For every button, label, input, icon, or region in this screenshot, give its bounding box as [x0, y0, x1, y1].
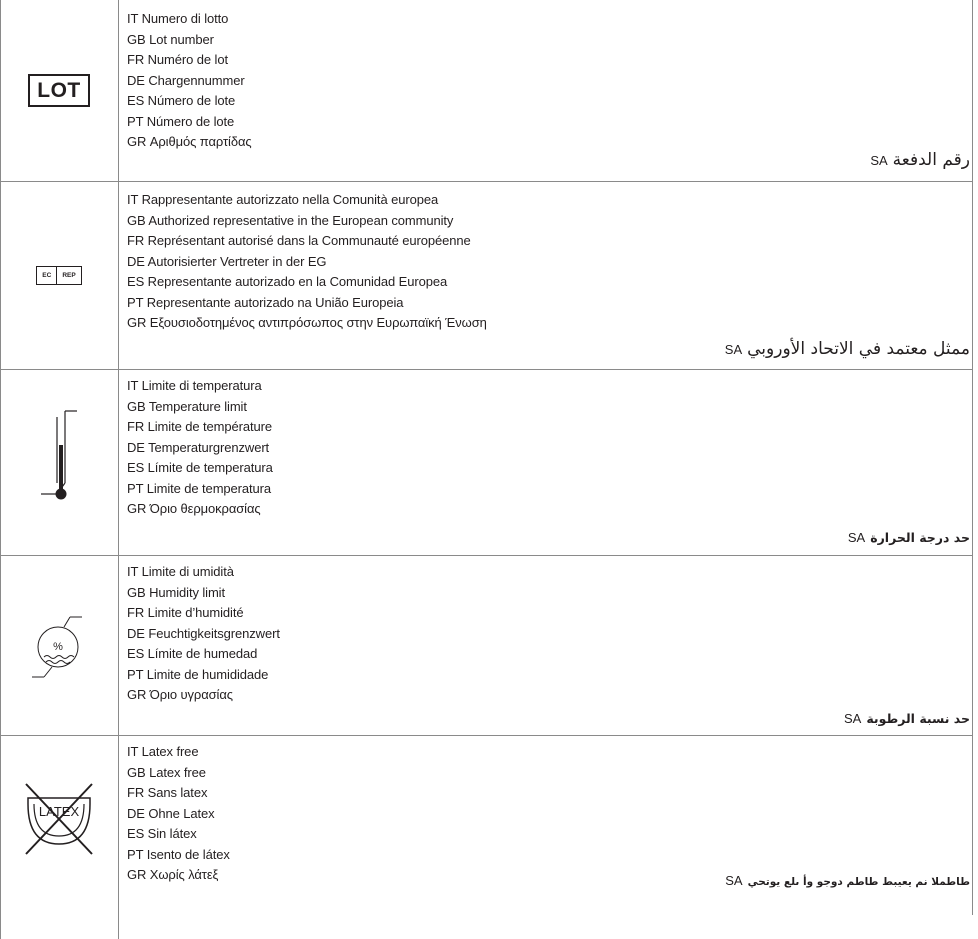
translation-line: IT Limite di umidità: [127, 564, 234, 579]
language-code: SA: [725, 873, 743, 888]
row-divider: [0, 181, 973, 182]
row-divider: [0, 369, 973, 370]
translation-line: DE Feuchtigkeitsgrenzwert: [127, 625, 280, 641]
translation-line: DE Temperaturgrenzwert: [127, 439, 270, 455]
arabic-translation: [848, 530, 970, 545]
rep-label: REP: [56, 267, 80, 284]
temperature-limit-icon: [29, 397, 89, 527]
translation-line: GR Εξουσιοδοτημένος αντιπρόσωπος στην Ευρωπαϊκή Ένωση: [127, 315, 487, 330]
language-code: SA: [724, 342, 743, 357]
translation-line: ES Límite de temperatura: [127, 460, 273, 475]
translation-list: [127, 562, 967, 706]
lot-number-symbol: LOT: [28, 74, 90, 107]
translation-line: IT Rappresentante autorizzato nella Comunità europea: [127, 192, 439, 207]
translation-line: GB Lot number: [127, 31, 214, 47]
humidity-limit-icon: [24, 605, 94, 685]
arabic-text: حد نسبة الرطوبة: [866, 711, 970, 726]
arabic-text: حد درجة الحرارة: [870, 530, 970, 545]
symbol-cell: [0, 369, 118, 555]
arabic-translation: [725, 339, 970, 359]
symbol-cell: [0, 181, 118, 369]
latex-label: LATEX: [38, 804, 80, 819]
latex-free-icon: [14, 770, 104, 860]
row-divider: [0, 555, 973, 556]
translation-line: FR Limite d’humidité: [127, 605, 244, 620]
symbol-cell: [0, 735, 118, 895]
symbol-cell: [0, 0, 118, 181]
translation-line: PT Representante autorizado na União Europeia: [127, 294, 404, 310]
symbol-cell: [0, 555, 118, 735]
translation-line: PT Limite de humididade: [127, 666, 269, 682]
translation-line: GB Latex free: [127, 764, 206, 780]
translation-line: ES Límite de humedad: [127, 646, 258, 661]
arabic-translation: [725, 873, 970, 888]
translation-line: GB Humidity limit: [127, 584, 225, 600]
arabic-text: طاطملا نم يعيبط طاطم دوجو وأ ىلع يوتحي: [747, 876, 970, 888]
translation-line: GB Temperature limit: [127, 398, 247, 414]
translation-line: GR Αριθμός παρτίδας: [127, 134, 252, 149]
translation-line: ES Número de lote: [127, 93, 236, 108]
translation-line: IT Limite di temperatura: [127, 378, 262, 393]
translation-list: [127, 190, 967, 334]
translation-line: FR Sans latex: [127, 785, 208, 800]
translation-list: [127, 9, 967, 153]
ec-label: EC: [42, 271, 52, 279]
arabic-text: ممثل معتمد في الاتحاد الأوروبي: [747, 339, 970, 359]
ec-rep-symbol: [36, 266, 81, 285]
translation-line: GB Authorized representative in the European community: [127, 212, 454, 228]
translation-line: GR Όριο θερμοκρασίας: [127, 501, 261, 516]
translation-line: PT Limite de temperatura: [127, 480, 272, 496]
language-code: SA: [847, 530, 866, 545]
translation-line: FR Numéro de lot: [127, 52, 228, 67]
translation-line: PT Número de lote: [127, 113, 235, 129]
translation-line: DE Chargennummer: [127, 72, 245, 88]
language-code: SA: [843, 711, 862, 726]
translation-line: GR Όριο υγρασίας: [127, 687, 233, 702]
arabic-translation: [870, 150, 970, 170]
translation-line: ES Sin látex: [127, 826, 197, 841]
translation-line: DE Autorisierter Vertreter in der EG: [127, 253, 327, 269]
translation-line: IT Latex free: [127, 744, 199, 759]
percent-sign: %: [53, 641, 63, 653]
row-divider: [0, 735, 973, 736]
table-border-right: [972, 0, 973, 915]
translation-list: [127, 742, 967, 886]
translation-line: IT Numero di lotto: [127, 11, 229, 26]
translation-line: GR Χωρίς λάτεξ: [127, 867, 219, 882]
translation-line: PT Isento de látex: [127, 846, 230, 862]
table-divider-column: [118, 0, 119, 939]
language-code: SA: [870, 153, 888, 168]
arabic-translation: [844, 711, 970, 726]
translation-line: FR Limite de température: [127, 419, 272, 434]
translation-line: DE Ohne Latex: [127, 805, 215, 821]
translation-line: FR Représentant autorisé dans la Communauté européenne: [127, 233, 471, 248]
arabic-text: رقم الدفعة: [892, 150, 970, 170]
translation-list: [127, 376, 967, 520]
translation-line: ES Representante autorizado en la Comunidad Europea: [127, 274, 448, 289]
